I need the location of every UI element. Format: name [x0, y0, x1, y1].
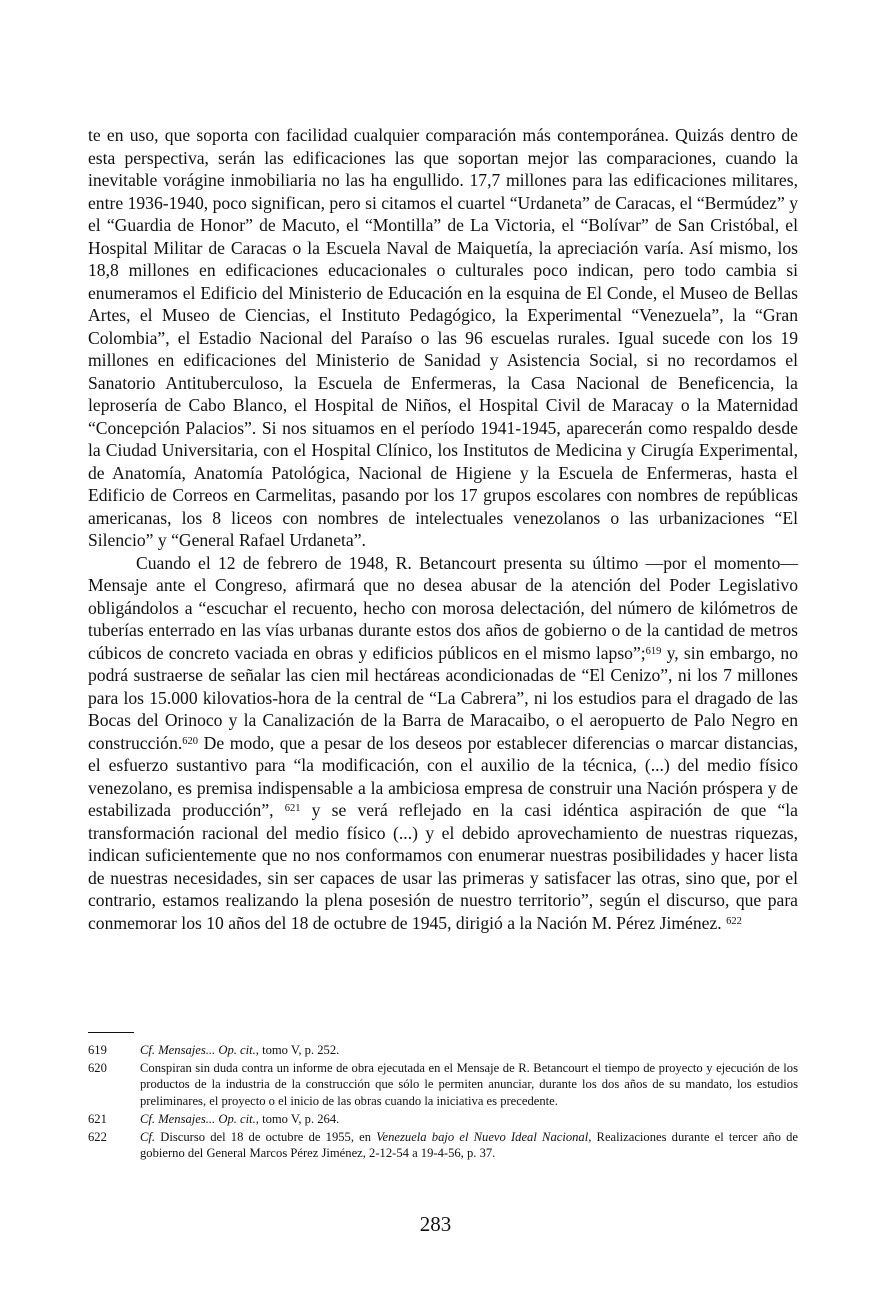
citation-italic: Cf.: [140, 1130, 156, 1145]
footnote-segment: tomo V, p. 252.: [258, 1043, 340, 1057]
footnote: [88, 1060, 798, 1109]
footnote: [88, 1111, 798, 1127]
footnote-text: [140, 1129, 798, 1161]
body-text: [88, 124, 798, 934]
footnote-number: 622: [88, 1130, 107, 1145]
paragraph-text: y, sin embargo, no podrá sustraerse de señalar las cien mil hectáreas acondicionadas de “El Cenizo”, ni los 7 millones para los 15.000 kilovatios-hora de la central de “La Cabrera”, ni los estudios para el dragado de las Bocas del Orinoco y la Canalización de la Barra de Maracaibo, o el aeropuerto de Palo Negro en construcción.: [88, 642, 798, 753]
footnote-reference: 619: [645, 645, 662, 657]
footnote-segment: Discurso del 18 de octubre de 1955, en: [155, 1130, 377, 1145]
footnote-segment: tomo V, p. 264.: [258, 1111, 340, 1126]
citation-italic: Venezuela bajo el Nuevo Ideal Nacional,: [376, 1130, 592, 1145]
footnote-text: [140, 1060, 798, 1109]
citation-italic: Cf. Mensajes... Op. cit.,: [140, 1043, 259, 1057]
paragraph-text: De modo, que a pesar de los deseos por establecer diferencias o marcar distancias, el esfuerzo sustantivo para “la modificación, con el auxilio de la técnica, (...) del medio físico venezolano, es premisa indispensable a la ambiciosa empresa de construir una Nación próspera y de estabilizada producción”,: [88, 732, 798, 820]
paragraph: [88, 124, 798, 552]
paragraph: [88, 552, 798, 935]
footnote-number: 620: [88, 1061, 107, 1076]
footnote-reference: 621: [284, 803, 301, 814]
paragraph-text: te en uso, que soporta con facilidad cualquier comparación más contemporánea. Quizás dentro de esta perspectiva, serán las edificaciones las que soportan mejor las comparaciones, cuando la inevitable vorágine inmobiliaria no las ha engullido. 17,7 millones para las edificaciones militares, entre 1936-1940, poco significan, pero si citamos el cuartel “Urdaneta” de Caracas, el “Bermúdez” y el “Guardia de Honor” de Macuto, el “Montilla” de La Victoria, el “Bolívar” de San Cristóbal, el Hospital Militar de Caracas o la Escuela Naval de Maiquetía, la apreciación varía. Así mismo, los 18,8 millones en edificaciones educacionales o culturales poco indican, pero todo cambia si enumeramos el Edificio del Ministerio de Educación en la esquina de El Conde, el Museo de Bellas Artes, el Museo de Ciencias, el Instituto Pedagógico, la Experimental “Venezuela”, la “Gran Colombia”, el Estadio Nacional del Paraíso o las 96 escuelas rurales. Igual sucede con los 19 millones en edificaciones del Ministerio de Sanidad y Asistencia Social, si no recordamos el Sanatorio Antituberculoso, la Escuela de Enfermeras, la Casa Nacional de Beneficencia, la leprosería de Cabo Blanco, el Hospital de Niños, el Hospital Civil de Maracay o la Maternidad “Concepción Palacios”. Si nos situamos en el período 1941-1945, aparecerán como respaldo desde la Ciudad Universitaria, con el Hospital Clínico, los Institutos de Medicina y Cirugía Experimental, de Anatomía, Anatomía Patológica, Nacional de Higiene y la Escuela de Enfermeras, hasta el Edificio de Correos en Carmelitas, pasando por los 17 grupos escolares con nombres de repúblicas americanas, los 8 liceos con nombres de intelectuales venezolanos o las urbanizaciones “El Silencio” y “General Rafael Urdaneta”.: [88, 125, 798, 550]
page-number: 283: [419, 1212, 452, 1236]
paragraph-text: y se verá reflejado en la casi idéntica aspiración de que “la transformación racional del medio físico (...) y el debido aprovechamiento de nuestras riquezas, indican suficientemente que no nos conformamos con enumerar nuestras posibilidades y hacer lista de nuestras necesidades, sin ser capaces de usar las primeras y satisfacer las otras, sino que, por el contrario, estamos realizando la plena posesión de nuestro territorio”, según el discurso, que para conmemorar los 10 años del 18 de octubre de 1945, dirigió a la Nación M. Pérez Jiménez.: [88, 800, 798, 933]
footnote-number: 619: [88, 1043, 107, 1057]
footnote-segment: Conspiran sin duda contra un informe de obra ejecutada en el Mensaje de R. Betancourt el tiempo de proyecto y ejecución de los productos de la industria de la construcción que sólo le permiten anunciar, durante los dos años de su mandato, los estudios preliminares, el proyecto o el inicio de las obras cuando la iniciativa es precedente.: [140, 1061, 798, 1108]
footnote-separator: [88, 1032, 134, 1033]
footnote: [88, 1129, 798, 1161]
footnote-reference: 620: [182, 735, 199, 747]
footnote: [88, 1042, 798, 1058]
footnote-segment: Realizaciones durante el tercer año de gobierno del General Marcos Pérez Jiménez, 2-12-54 a 19-4-56, p. 37.: [140, 1130, 798, 1161]
paragraph-text: Cuando el 12 de febrero de 1948, R. Betancourt presenta su último —por el momento— Mensaje ante el Congreso, afirmará que no desea abusar de la atención del Poder Legislativo obligándolos a “escuchar el recuento, hecho con morosa delectación, del número de kilómetros de tuberías enterrado en las vías urbanas durante estos dos años de gobierno o de la cantidad de metros cúbicos de concreto vaciada en obras y edificios públicos en el mismo lapso”;: [88, 552, 798, 663]
footnote-reference: 622: [726, 915, 742, 927]
footnotes: [88, 1042, 798, 1163]
footnote-text: [140, 1111, 798, 1127]
citation-italic: Cf. Mensajes... Op. cit.,: [140, 1111, 259, 1126]
footnote-text: [140, 1042, 798, 1058]
footnote-number: 621: [88, 1111, 107, 1126]
